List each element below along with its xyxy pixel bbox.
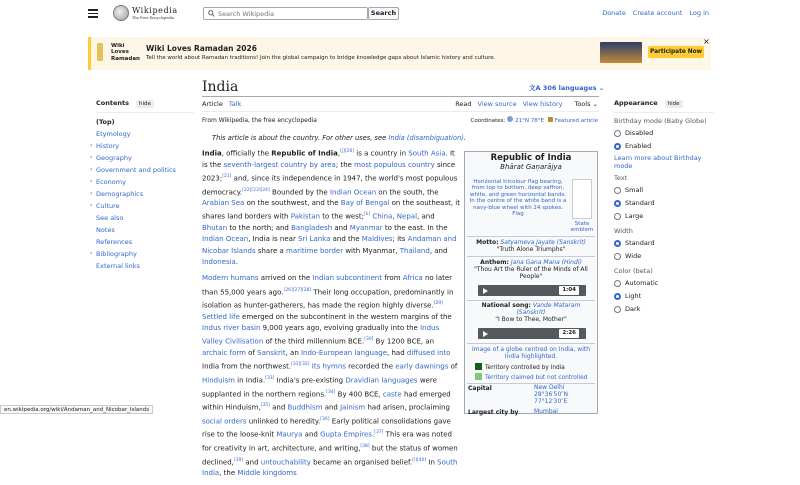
- participate-button[interactable]: Participate Now: [648, 46, 704, 58]
- page-title: India: [202, 79, 239, 95]
- globe-icon: [113, 5, 129, 21]
- language-count: 306 languages: [542, 84, 597, 92]
- user-links: [595, 9, 709, 17]
- flag-caption: Horizontal tricolour flag bearing, from top to bottom, deep saffron, white, and green horizontal bands. In the centre of the white band is a navy-blue wheel with 24 spokes.: [469, 179, 567, 211]
- legend-controlled: Territory controlled by India: [475, 363, 565, 371]
- coordinates-label: Coordinates:: [470, 118, 506, 124]
- toc-item-external-links[interactable]: External links: [96, 262, 140, 270]
- log-in-link[interactable]: Log in: [689, 9, 709, 17]
- tab-view-history[interactable]: View history: [522, 100, 563, 108]
- view-tabs: [449, 100, 598, 108]
- toc-item-geography[interactable]: › Geography: [90, 154, 132, 162]
- donate-link[interactable]: Donate: [602, 9, 626, 17]
- play-icon[interactable]: [483, 288, 488, 294]
- legend-claimed: Territory claimed but not controlled: [475, 373, 587, 381]
- search-input[interactable]: [218, 9, 366, 19]
- toc-item-top[interactable]: (Top): [96, 118, 115, 126]
- banner-title: Wiki Loves Ramadan 2026: [146, 44, 257, 53]
- capital-link[interactable]: New Delhi: [534, 384, 565, 391]
- toc-item-demographics[interactable]: › Demographics: [90, 190, 144, 198]
- toc-item-bibliography[interactable]: › Bibliography: [90, 250, 137, 258]
- infobox-title: Republic of India: [490, 153, 572, 163]
- appearance-panel: [614, 99, 714, 316]
- width-label: Width: [614, 227, 633, 235]
- logo-tagline: The Free Encyclopedia: [132, 16, 174, 20]
- search-button[interactable]: Search: [368, 7, 399, 20]
- create-account-link[interactable]: Create account: [632, 9, 683, 17]
- banner-logo-text: Wiki Loves Ramadan: [111, 43, 140, 62]
- radio-birthday-enabled[interactable]: Enabled: [614, 140, 714, 153]
- toc-item-history[interactable]: › History: [90, 142, 120, 150]
- emblem-label[interactable]: State emblem: [570, 221, 594, 234]
- toc-item-see-also[interactable]: See also: [96, 214, 124, 222]
- tab-read[interactable]: Read: [455, 100, 471, 112]
- motto: Motto: Satyameva Jayate (Sanskrit) "Truth Alone Triumphs": [476, 239, 586, 253]
- flag-label[interactable]: Flag: [512, 211, 524, 218]
- coordinates: [471, 116, 599, 124]
- chevron-right-icon[interactable]: ›: [90, 178, 93, 185]
- radio-birthday-disabled[interactable]: Disabled: [614, 127, 714, 140]
- toc-item-economy[interactable]: › Economy: [90, 178, 126, 186]
- anthem-duration: 1:04: [559, 286, 579, 295]
- site-subtitle: From Wikipedia, the free encyclopedia: [202, 117, 317, 124]
- chevron-right-icon[interactable]: ›: [90, 166, 93, 173]
- campaign-banner: [88, 37, 711, 70]
- national-song: National song: Vande Mataram (Sanskrit) "I Bow to Thee, Mother": [481, 302, 581, 323]
- article-body: [202, 146, 460, 485]
- text-size-label: Text: [614, 174, 628, 182]
- radio-text-large[interactable]: Large: [614, 210, 714, 223]
- search-box: [203, 7, 368, 20]
- toc-item-etymology[interactable]: Etymology: [96, 130, 131, 138]
- banner-text: Tell the world about Ramadan traditions! Join the global campaign to bridge knowledge gaps about Islamic history and culture.: [146, 55, 496, 61]
- song-audio-player[interactable]: [478, 328, 586, 339]
- featured-article-link[interactable]: Featured article: [554, 118, 598, 124]
- close-icon[interactable]: ×: [703, 37, 710, 46]
- radio-color-light[interactable]: Light: [614, 290, 714, 303]
- chevron-right-icon[interactable]: ›: [90, 202, 93, 209]
- tab-tools[interactable]: Tools ⌄: [574, 100, 598, 108]
- play-icon[interactable]: [483, 331, 488, 337]
- logo-wordmark: Wikipedia: [132, 6, 178, 15]
- globe-map-caption[interactable]: Image of a globe centred on India, with India highlighted.: [471, 346, 591, 360]
- hatnote: This article is about the country. For other uses, see India (disambiguation).: [212, 134, 466, 142]
- radio-color-dark[interactable]: Dark: [614, 303, 714, 316]
- toc-item-references[interactable]: References: [96, 238, 133, 246]
- emblem-image[interactable]: [569, 179, 595, 234]
- disambiguation-link[interactable]: India (disambiguation): [388, 134, 464, 142]
- globe-icon[interactable]: [507, 116, 513, 122]
- country-infobox: Republic of India Bhārat Gaṇarājya Horizontal tricolour flag bearing, from top to bottom, deep saffron, white, and green horizontal bands. In the centre of the white band is a navy-blue wheel with 24 spokes. Flag State emblem Motto: Satyameva Jayate (Sanskrit) "Truth Alone Triumphs" Anthem: Jana Gana Mana (Hindi) "Thou Art the Ruler of the Minds of All People" 1:04 National song: Vande Mataram (Sanskrit) "I Bow to Thee, Mother" 2:26 Image of a globe centred on India, with India highlighted. Territory controlled by India Territory claimed but not controlled Capital New Delhi 28°36′50″N 77°12′30″E Largest city by Mumbai: [464, 151, 598, 414]
- lead-paragraph-1: India, officially the Republic of India,[j][20] is a country in South Asia. It is the seventh-largest country by area; the most populous country since 2023;[21] and, since its independence in 1947, the world's most populous democracy.[22][23][24] Bounded by the Indian Ocean on the south, the Arabian Sea on the southwest, and the Bay of Bengal on the southeast, it shares land borders with Pakistan to the west;[k] China, Nepal, and Bhutan to the north; and Bangladesh and Myanmar to the east. In the Indian Ocean, India is near Sri Lanka and the Maldives; its Andaman and Nicobar Islands share a maritime border with Myanmar, Thailand, and Indonesia.: [202, 149, 460, 266]
- chevron-right-icon[interactable]: ›: [90, 190, 93, 197]
- banner-image: [600, 42, 642, 63]
- radio-width-standard[interactable]: Standard: [614, 237, 714, 250]
- language-button[interactable]: [529, 83, 604, 92]
- chevron-right-icon[interactable]: ›: [90, 142, 93, 149]
- color-label: Color (beta): [614, 267, 653, 275]
- toc-item-notes[interactable]: Notes: [96, 226, 115, 234]
- table-of-contents: [90, 99, 194, 272]
- toc-hide-button[interactable]: hide: [136, 100, 154, 108]
- tabs-divider: [202, 111, 599, 112]
- chevron-right-icon[interactable]: ›: [90, 250, 93, 257]
- appearance-heading: Appearance hide: [614, 99, 714, 108]
- chevron-down-icon: ⌄: [596, 84, 605, 92]
- flag-image[interactable]: [469, 179, 567, 217]
- radio-text-standard[interactable]: Standard: [614, 197, 714, 210]
- lead-paragraph-2: Modern humans arrived on the Indian subcontinent from Africa no later than 55,000 years ago.[26][27][28] Their long occupation, predominantly in isolation as hunter-gatherers, has made the region highly diverse.[29] Settled life emerged on the subcontinent in the western margins of the Indus river basin 9,000 years ago, evolving gradually into the Indus Valley Civilisation of the third millennium BCE.[30] By 1200 BCE, an archaic form of Sanskrit, an Indo-European language, had diffused into India from the northwest.[31][32] Its hymns recorded the early dawnings of Hinduism in India.[33] India's pre-existing Dravidian languages were supplanted in the northern regions.[34] By 400 BCE, caste had emerged within Hinduism,[35] and Buddhism and Jainism had arisen, proclaiming social orders unlinked to heredity.[36] Early political consolidations gave rise to the loose-knit Maurya and Gupta Empires.[37] This era was noted for creativity in art, architecture, and writing,[38] but the status of women declined,[39] and untouchability became an organised belief.[l][40] In South India, the Middle kingdoms: [202, 274, 458, 478]
- coordinates-value[interactable]: 21°N 78°E: [515, 118, 544, 124]
- toc-heading: Contents hide: [96, 99, 194, 108]
- toc-item-culture[interactable]: › Culture: [90, 202, 120, 210]
- site-header: [0, 0, 800, 30]
- anthem: Anthem: Jana Gana Mana (Hindi) "Thou Art the Ruler of the Minds of All People": [474, 259, 588, 280]
- radio-color-automatic[interactable]: Automatic: [614, 277, 714, 290]
- chevron-right-icon[interactable]: ›: [90, 154, 93, 161]
- birthday-more-link[interactable]: Learn more about Birthday mode: [614, 154, 702, 170]
- birthday-label: Birthday mode (Baby Globe): [614, 117, 707, 125]
- tab-view-source[interactable]: View source: [477, 100, 517, 108]
- title-divider: [202, 96, 599, 97]
- largest-city-link[interactable]: Mumbai: [534, 408, 558, 415]
- lantern-icon: [97, 43, 103, 61]
- search-icon: [208, 10, 215, 17]
- appearance-hide-button[interactable]: hide: [665, 100, 683, 108]
- capital-coords[interactable]: 28°36′50″N 77°12′30″E: [534, 390, 568, 405]
- anthem-audio-player[interactable]: [478, 285, 586, 296]
- radio-text-small[interactable]: Small: [614, 184, 714, 197]
- emblem-placeholder: [572, 179, 592, 219]
- tab-talk[interactable]: Talk: [228, 100, 242, 108]
- legend-swatch-controlled: [475, 363, 482, 370]
- song-duration: 2:26: [559, 329, 579, 338]
- toc-item-government[interactable]: › Government and politics: [90, 166, 176, 174]
- radio-width-wide[interactable]: Wide: [614, 250, 714, 263]
- main-menu-icon[interactable]: [88, 9, 98, 17]
- translate-icon: 文A: [529, 84, 543, 92]
- infobox-native-name: Bhārat Gaṇarājya: [500, 163, 562, 171]
- namespace-tabs: [202, 100, 247, 108]
- tab-article[interactable]: Article: [202, 100, 223, 112]
- featured-star-icon: [548, 117, 553, 122]
- wikipedia-logo[interactable]: [113, 5, 177, 23]
- legend-swatch-claimed: [475, 373, 482, 380]
- status-bar-url: en.wikipedia.org/wiki/Andaman_and_Nicobar_Islands: [0, 405, 153, 414]
